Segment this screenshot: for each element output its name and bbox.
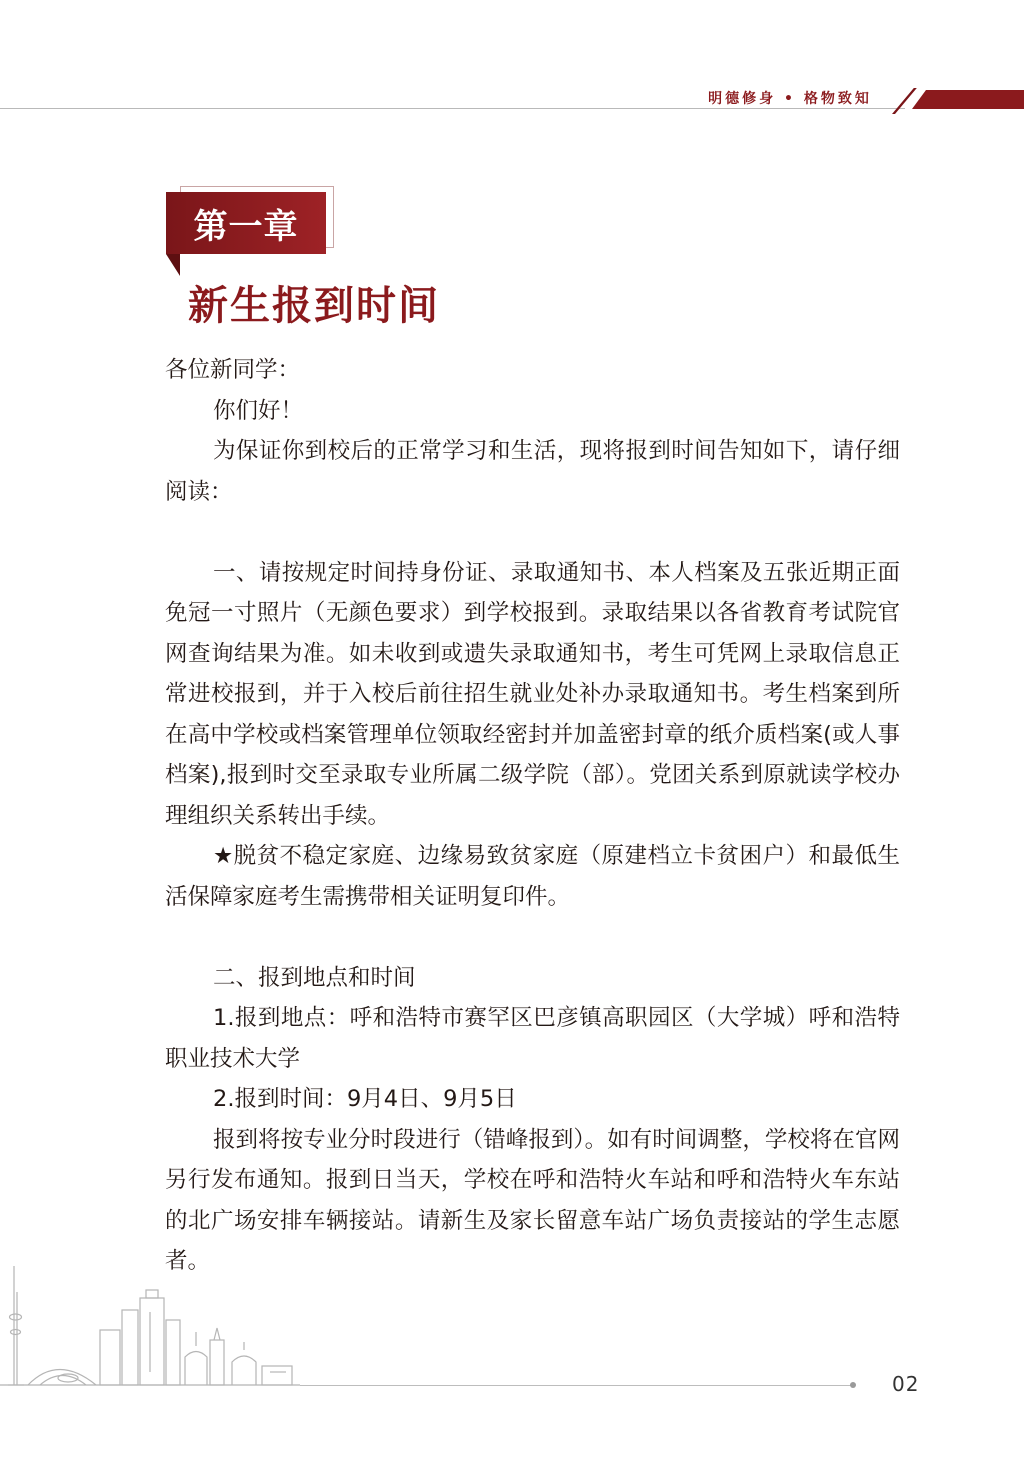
city-skyline-icon <box>0 1262 310 1390</box>
section2-time: 2.报到时间：9月4日、9月5日 <box>213 1086 517 1112</box>
salutation: 各位新同学： <box>165 357 301 383</box>
chapter-label: 第一章 <box>193 206 299 247</box>
page-number: 02 <box>892 1372 920 1396</box>
footer-divider <box>300 1385 852 1386</box>
chapter-label-box <box>166 192 326 254</box>
paragraph-gap <box>165 917 900 958</box>
intro-paragraph: 为保证你到校后的正常学习和生活，现将报到时间告知如下，请仔细阅读： <box>165 438 900 505</box>
footer-dot-decoration <box>850 1382 856 1388</box>
header-accent-bar <box>912 90 1024 109</box>
chapter-label-tail <box>166 254 180 276</box>
header-divider <box>0 108 905 109</box>
section2-details: 报到将按专业分时段进行（错峰报到）。如有时间调整，学校将在官网另行发布通知。报到日当天，学校在呼和浩特火车站和呼和浩特火车东站的北广场安排车辆接站。请新生及家长留意车站广场负责接站的学生志愿者。 <box>165 1126 900 1274</box>
header-slash-decoration <box>892 88 917 114</box>
letter-body <box>165 350 900 1282</box>
page-title: 新生报到时间 <box>188 282 440 329</box>
section1-note: ★脱贫不稳定家庭、边缘易致贫家庭（原建档立卡贫困户）和最低生活保障家庭考生需携带相关证明复印件。 <box>165 843 900 910</box>
section2-heading: 二、报到地点和时间 <box>213 964 416 991</box>
paragraph-gap <box>165 512 900 553</box>
section1-paragraph: 一、请按规定时间持身份证、录取通知书、本人档案及五张近期正面免冠一寸照片（无颜色要求）到学校报到。录取结果以各省教育考试院官网查询结果为准。如未收到或遗失录取通知书，考生可凭网上录取信息正常进校报到，并于入校后前往招生就业处补办录取通知书。考生档案到所在高中学校或档案管理单位领取经密封并加盖密封章的纸介质档案(或人事档案),报到时交至录取专业所属二级学院（部）。党团关系到原就读学校办理组织关系转出手续。 <box>165 559 900 829</box>
header-motto: 明德修身 • 格物致知 <box>708 91 872 107</box>
greeting: 你们好！ <box>213 397 304 424</box>
section2-location: 1.报到地点：呼和浩特市赛罕区巴彦镇高职园区（大学城）呼和浩特职业技术大学 <box>165 1005 900 1072</box>
